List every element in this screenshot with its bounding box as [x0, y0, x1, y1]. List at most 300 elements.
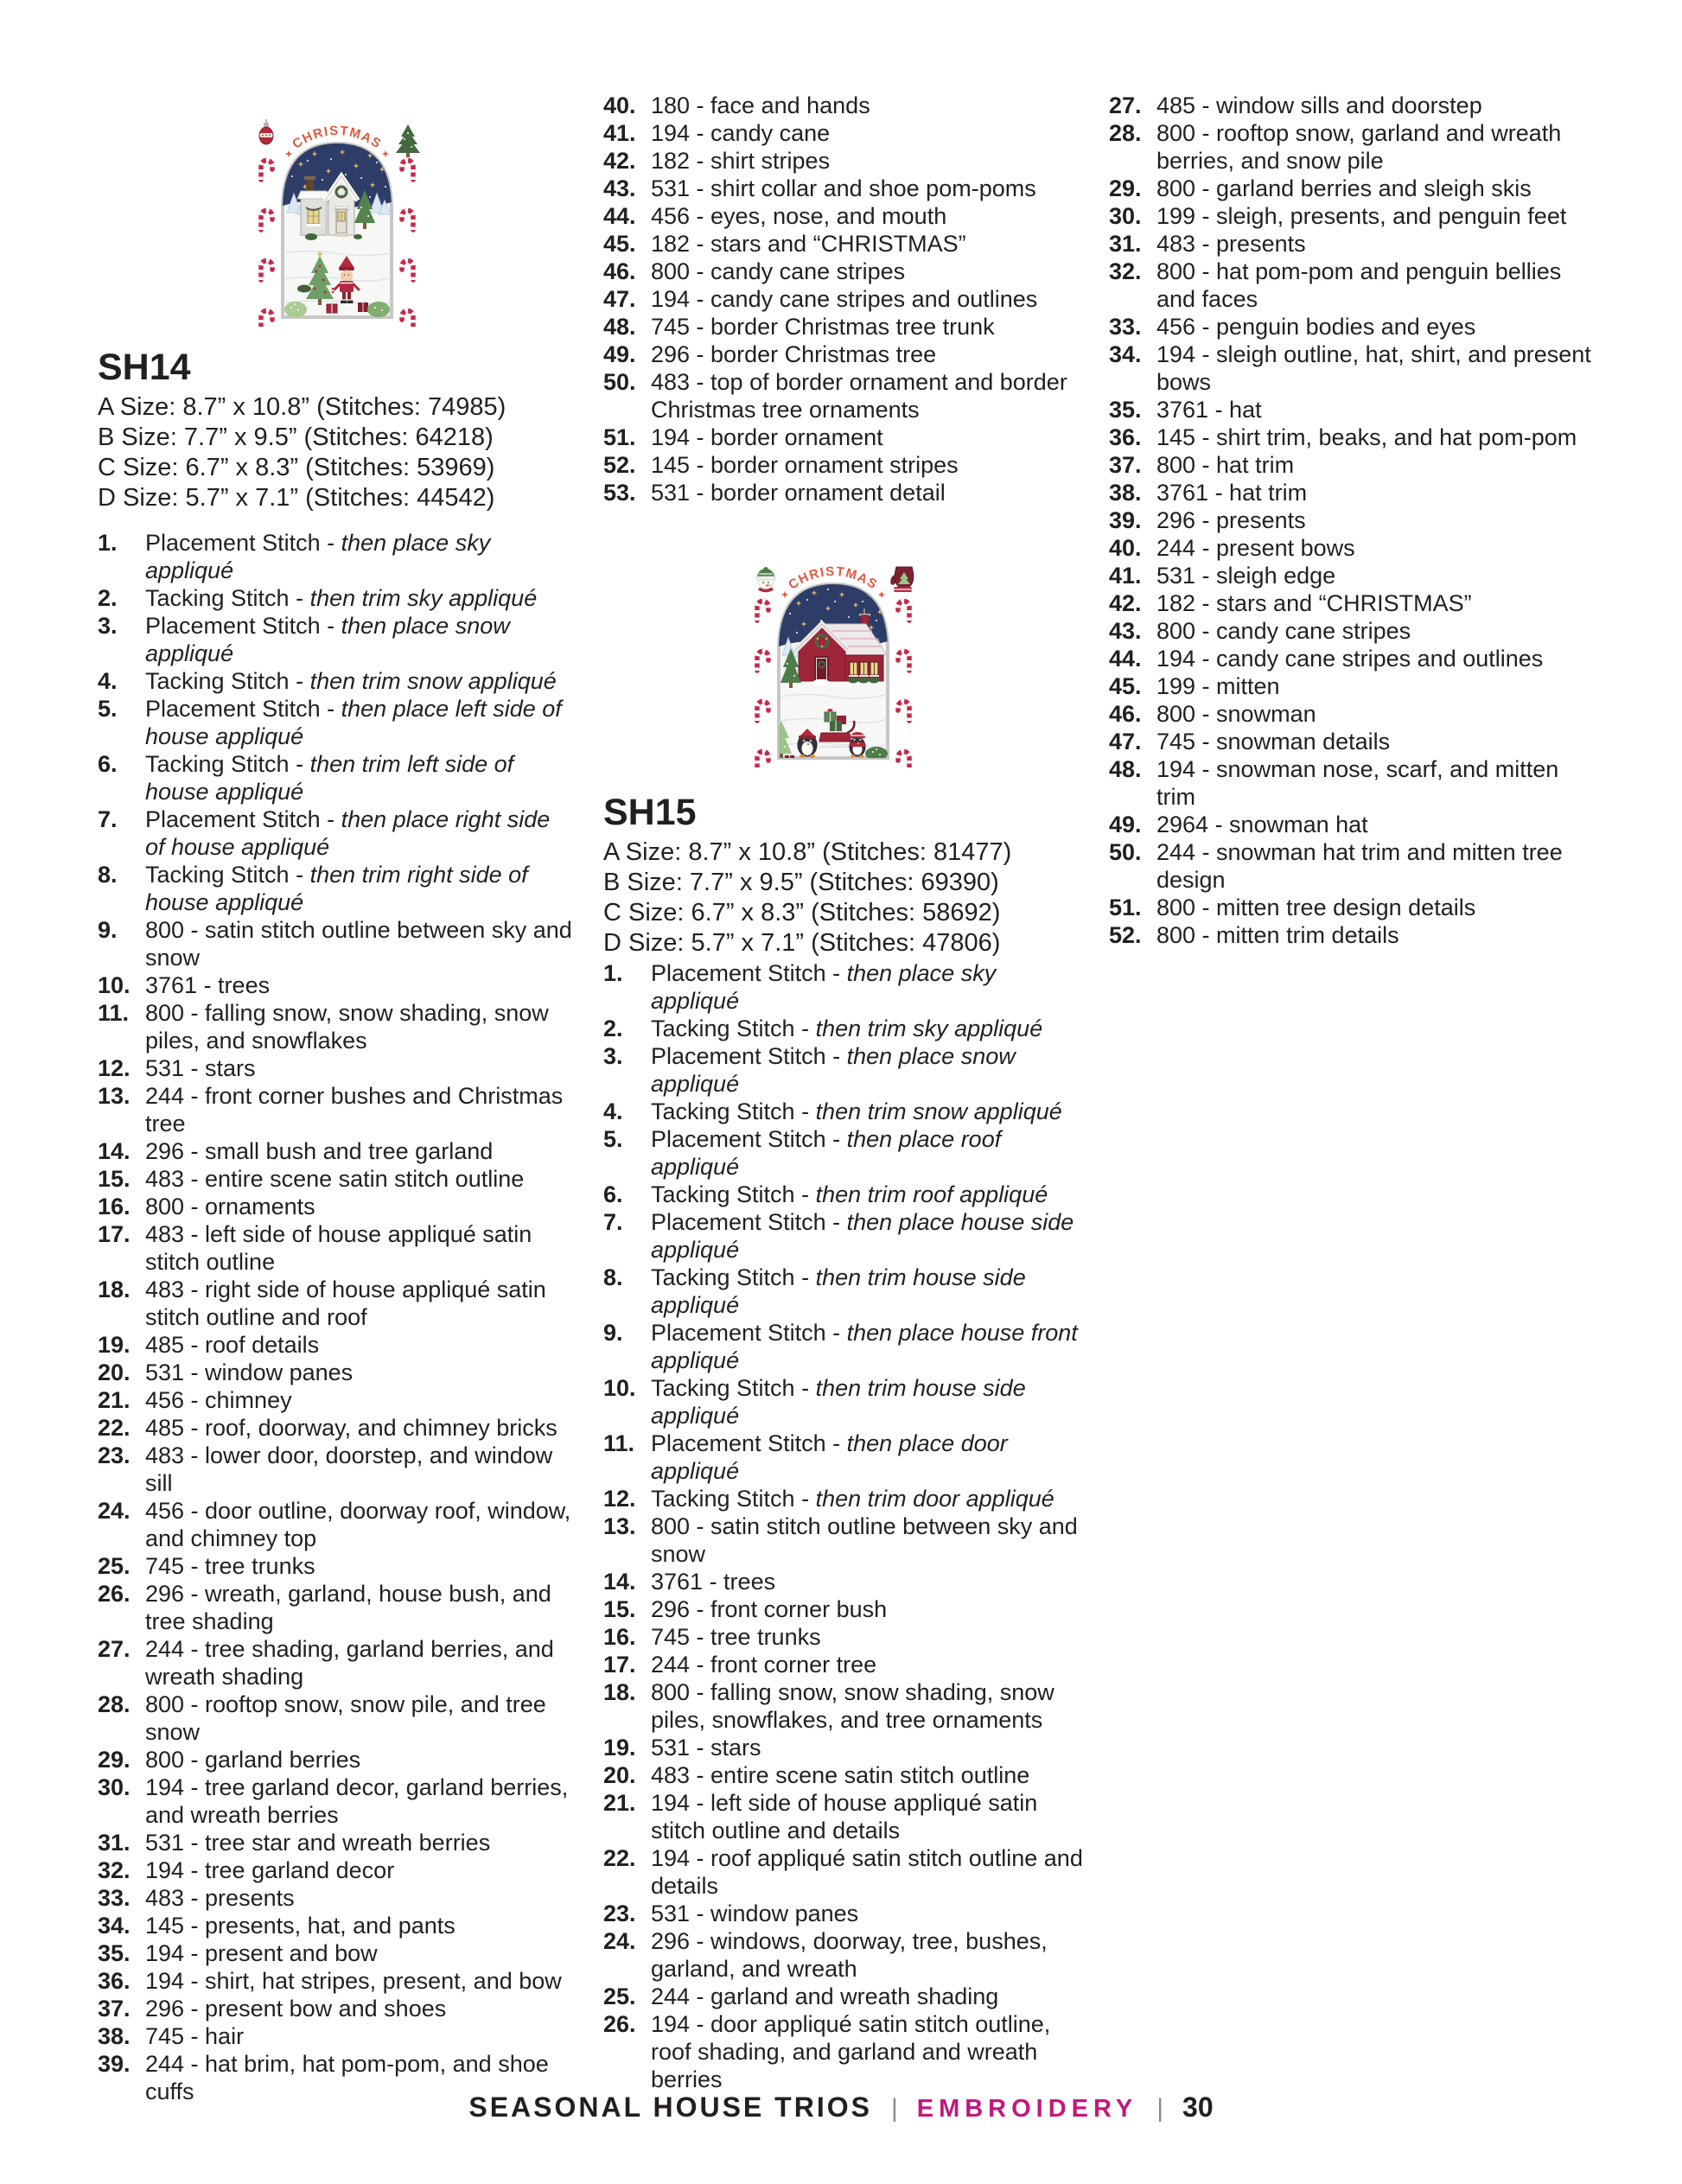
list-item [1109, 589, 1603, 617]
step-number: 40. [603, 92, 636, 118]
footer-title: SEASONAL HOUSE TRIOS [468, 2092, 872, 2123]
list-item [98, 1884, 575, 1912]
step-text: 296 - small bush and tree garland [145, 1138, 494, 1164]
size-line: B Size: 7.7” x 9.5” (Stitches: 64218) [98, 423, 494, 451]
list-item [98, 1967, 575, 1995]
list-item [98, 1912, 575, 1939]
list-item [98, 1691, 575, 1746]
svg-text:CHRISTMAS: CHRISTMAS [786, 564, 881, 593]
step-text: 145 - shirt trim, beaks, and hat pom-pom [1156, 424, 1577, 450]
list-item [603, 2010, 1087, 2093]
step-text-italic: then trim sky appliqué [309, 585, 538, 611]
list-item [603, 1623, 1087, 1651]
step-text: 194 - candy cane stripes and outlines [651, 286, 1038, 312]
step-number: 2. [603, 1016, 623, 1041]
step-text: 194 - candy cane stripes and outlines [1156, 646, 1544, 672]
step-text: 3761 - trees [651, 1569, 776, 1595]
step-number: 45. [603, 231, 636, 257]
step-text: Placement Stitch - then place right side of house appliqué [145, 806, 551, 860]
list-item [603, 1264, 1087, 1319]
candy-cane-border-right [898, 602, 909, 768]
step-text: 194 - border ornament [651, 424, 883, 450]
step-number: 49. [1109, 812, 1142, 837]
list-item [1109, 506, 1603, 534]
list-item [603, 1678, 1087, 1734]
list-item [603, 147, 1087, 175]
step-text: 800 - candy cane stripes [651, 258, 906, 284]
list-item [1109, 119, 1603, 175]
list-item [603, 1651, 1087, 1678]
step-number: 15. [603, 1596, 636, 1622]
step-text: Placement Stitch - then place door appliqué [651, 1430, 1008, 1484]
step-text: 199 - sleigh, presents, and penguin feet [1156, 203, 1567, 229]
step-text: Tacking Stitch - then trim house side appliqué [651, 1264, 1026, 1318]
list-item [603, 1125, 1087, 1181]
step-text: 531 - stars [145, 1055, 256, 1081]
list-item [603, 1512, 1087, 1568]
list-item [1109, 479, 1603, 506]
list-item [98, 1939, 575, 1967]
step-text: 194 - tree garland decor, garland berries, and wreath berries [145, 1774, 569, 1828]
list-item [98, 861, 575, 916]
sh14-step-list [98, 529, 575, 2105]
step-number: 14. [603, 1569, 636, 1595]
snowman-icon [756, 567, 775, 591]
step-text: 800 - rooftop snow, snow pile, and tree snow [145, 1691, 546, 1745]
list-item [603, 1983, 1087, 2010]
step-text: 199 - mitten [1156, 673, 1280, 699]
list-item [98, 750, 575, 805]
step-number: 38. [1109, 480, 1142, 506]
step-text-italic: then place snow appliqué [145, 613, 510, 666]
step-text: 800 - satin stitch outline between sky and snow [651, 1513, 1078, 1567]
list-item [98, 612, 575, 667]
step-number: 28. [98, 1691, 131, 1717]
step-number: 23. [603, 1901, 636, 1926]
step-text: 485 - window sills and doorstep [1156, 92, 1482, 118]
list-item [1109, 313, 1603, 341]
step-text-italic: then trim house side appliqué [651, 1264, 1026, 1318]
step-number: 7. [98, 806, 118, 832]
step-text: 745 - border Christmas tree trunk [651, 314, 995, 340]
step-number: 8. [603, 1264, 623, 1290]
step-number: 45. [1109, 673, 1142, 699]
step-number: 20. [98, 1359, 131, 1385]
step-number: 48. [603, 314, 636, 340]
sh14-section [98, 346, 582, 513]
list-item [603, 451, 1087, 479]
candy-cane-border-left [261, 161, 272, 328]
step-number: 39. [1109, 507, 1142, 533]
step-text: Tacking Stitch - then trim door appliqué [651, 1486, 1054, 1512]
step-text: 3761 - hat trim [1156, 480, 1308, 506]
list-item [98, 1193, 575, 1220]
step-number: 52. [1109, 922, 1142, 948]
step-text: Tacking Stitch - then trim right side of house appliqué [145, 862, 528, 915]
step-text: 194 - door appliqué satin stitch outline, roof shading, and garland and wreath berries [651, 2011, 1051, 2092]
list-item [1109, 175, 1603, 202]
step-number: 35. [1109, 397, 1142, 423]
step-number: 50. [1109, 839, 1142, 865]
step-text: Tacking Stitch - then trim left side of house appliqué [145, 751, 514, 805]
step-text: 800 - hat trim [1156, 452, 1295, 478]
step-number: 44. [603, 203, 636, 229]
step-text: 800 - satin stitch outline between sky and snow [145, 917, 572, 971]
step-number: 41. [603, 120, 636, 146]
list-item [603, 1181, 1087, 1208]
sh14-embroidery-graphic [249, 111, 426, 327]
step-number: 18. [603, 1679, 636, 1705]
step-text: Placement Stitch - then place snow appliqué [651, 1043, 1016, 1097]
step-text: Placement Stitch - then place sky appliqué [145, 530, 491, 583]
step-text: 745 - tree trunks [651, 1624, 821, 1650]
list-item [603, 313, 1087, 341]
step-text: 531 - tree star and wreath berries [145, 1830, 491, 1856]
sh14-title: SH14 [98, 347, 191, 388]
step-text: Placement Stitch - then place roof appliqué [651, 1126, 1002, 1180]
size-line: B Size: 7.7” x 9.5” (Stitches: 69390) [603, 869, 999, 896]
list-item [1109, 672, 1603, 700]
list-item [98, 1054, 575, 1082]
step-text: 296 - windows, doorway, tree, bushes, garland, and wreath [651, 1928, 1048, 1982]
step-number: 4. [603, 1098, 623, 1124]
step-text: Placement Stitch - then place snow appliqué [145, 613, 510, 666]
list-item [98, 584, 575, 612]
step-text: 296 - border Christmas tree [651, 341, 937, 367]
step-number: 51. [1109, 895, 1142, 920]
step-number: 3. [603, 1043, 623, 1069]
step-text: 483 - right side of house appliqué satin stitch outline and roof [145, 1277, 546, 1330]
step-text-italic: then place left side of house appliqué [145, 696, 562, 749]
list-item [98, 1386, 575, 1414]
step-number: 17. [98, 1221, 131, 1247]
step-number: 26. [98, 1581, 131, 1607]
page-footer [0, 2092, 1682, 2124]
list-item [1109, 423, 1603, 451]
step-number: 46. [1109, 701, 1142, 727]
step-text: 483 - top of border ornament and border Christmas tree ornaments [651, 369, 1067, 423]
list-item [98, 2022, 575, 2050]
step-number: 44. [1109, 646, 1142, 672]
list-item [98, 667, 575, 695]
step-number: 53. [603, 480, 636, 506]
step-number: 47. [603, 286, 636, 312]
step-number: 43. [1109, 618, 1142, 644]
step-number: 30. [1109, 203, 1142, 229]
step-text: 531 - shirt collar and shoe pom-poms [651, 175, 1036, 201]
list-item [603, 1015, 1087, 1042]
list-item [98, 1442, 575, 1497]
list-item [1109, 921, 1603, 949]
step-text: 244 - garland and wreath shading [651, 1983, 999, 2009]
step-number: 15. [98, 1166, 131, 1192]
step-text: 745 - snowman details [1156, 729, 1391, 755]
step-text: 145 - presents, hat, and pants [145, 1913, 456, 1939]
step-text: 194 - sleigh outline, hat, shirt, and present bows [1156, 341, 1591, 395]
step-number: 9. [603, 1320, 623, 1346]
step-text: 483 - presents [145, 1885, 295, 1911]
list-item [98, 1276, 575, 1331]
step-number: 13. [603, 1513, 636, 1539]
list-item [98, 1165, 575, 1193]
sh15-step-list-continued [1109, 92, 1603, 949]
list-item [98, 805, 575, 861]
step-number: 49. [603, 341, 636, 367]
step-number: 52. [603, 452, 636, 478]
step-number: 35. [98, 1940, 131, 1966]
list-item [603, 1098, 1087, 1125]
step-number: 5. [603, 1126, 623, 1152]
candy-cane-border-right [402, 161, 413, 328]
step-number: 22. [98, 1415, 131, 1441]
list-item [603, 479, 1087, 506]
step-number: 40. [1109, 535, 1142, 561]
list-item [98, 1414, 575, 1442]
step-text: 145 - border ornament stripes [651, 452, 959, 478]
step-number: 8. [98, 862, 118, 888]
step-text: Placement Stitch - then place sky appliqué [651, 960, 997, 1014]
step-text: Tacking Stitch - then trim sky appliqué [651, 1016, 1043, 1041]
list-item [98, 1497, 575, 1552]
list-item [1109, 92, 1603, 119]
list-item [98, 1995, 575, 2022]
step-text: 483 - left side of house appliqué satin stitch outline [145, 1221, 532, 1275]
step-text: 483 - entire scene satin stitch outline [145, 1166, 525, 1192]
step-text: 194 - shirt, hat stripes, present, and bow [145, 1968, 562, 1994]
list-item [1109, 755, 1603, 811]
step-number: 5. [98, 696, 118, 722]
step-text: 531 - border ornament detail [651, 480, 946, 506]
sh15-step-list [603, 959, 1087, 2093]
step-number: 17. [603, 1652, 636, 1678]
list-item [603, 1429, 1087, 1485]
sh15-title: SH15 [603, 792, 697, 833]
list-item [603, 1042, 1087, 1098]
list-item [603, 230, 1087, 258]
step-text: 745 - hair [145, 2023, 245, 2049]
footer-page-number: 30 [1182, 2092, 1214, 2123]
step-text: Placement Stitch - then place house side appliqué [651, 1209, 1074, 1263]
step-number: 16. [603, 1624, 636, 1650]
list-item [603, 1208, 1087, 1264]
step-text-italic: then place house front appliqué [651, 1320, 1078, 1373]
step-text: 800 - mitten tree design details [1156, 895, 1476, 920]
sh15-section [603, 791, 1087, 958]
step-number: 2. [98, 585, 118, 611]
list-item [1109, 728, 1603, 755]
step-text-italic: then trim right side of house appliqué [145, 862, 528, 915]
step-number: 51. [603, 424, 636, 450]
list-item [1109, 811, 1603, 838]
list-item [98, 1773, 575, 1829]
step-text-italic: then trim house side appliqué [651, 1375, 1026, 1429]
step-number: 9. [98, 917, 118, 943]
step-number: 31. [1109, 231, 1142, 257]
step-number: 41. [1109, 563, 1142, 589]
step-text: 531 - window panes [651, 1901, 859, 1926]
step-number: 21. [98, 1387, 131, 1413]
list-item [98, 1220, 575, 1276]
step-text-italic: then place sky appliqué [145, 530, 491, 583]
list-item [603, 1761, 1087, 1789]
step-text: Tacking Stitch - then trim snow appliqué [651, 1098, 1062, 1124]
step-text: 296 - present bow and shoes [145, 1996, 447, 2022]
step-number: 47. [1109, 729, 1142, 755]
list-item [1109, 700, 1603, 728]
step-text: 3761 - hat [1156, 397, 1262, 423]
list-item [603, 92, 1087, 119]
step-number: 22. [603, 1845, 636, 1871]
step-number: 12. [603, 1486, 636, 1512]
step-text: 3761 - trees [145, 972, 271, 998]
step-number: 27. [98, 1636, 131, 1662]
footer-section-label: EMBROIDERY [916, 2095, 1138, 2123]
step-number: 18. [98, 1277, 131, 1302]
list-item [98, 695, 575, 750]
sh15-design-image [745, 551, 922, 767]
size-line: D Size: 5.7” x 7.1” (Stitches: 47806) [603, 929, 1001, 957]
step-number: 24. [603, 1928, 636, 1954]
step-text: Placement Stitch - then place house front appliqué [651, 1320, 1078, 1373]
step-text: 194 - snowman nose, scarf, and mitten trim [1156, 756, 1559, 810]
step-text: 485 - roof, doorway, and chimney bricks [145, 1415, 557, 1441]
list-item [603, 1844, 1087, 1900]
sh15-embroidery-graphic [745, 551, 922, 767]
sh14-size-list [98, 392, 582, 513]
step-number: 21. [603, 1790, 636, 1816]
list-item [1109, 202, 1603, 230]
step-text: 182 - shirt stripes [651, 148, 831, 174]
step-number: 29. [1109, 175, 1142, 201]
step-number: 1. [603, 960, 623, 986]
step-number: 11. [98, 1000, 130, 1026]
step-number: 19. [98, 1332, 131, 1358]
step-number: 23. [98, 1442, 131, 1468]
sh14-step-list-continued [603, 92, 1087, 506]
list-item [603, 119, 1087, 147]
step-text: 2964 - snowman hat [1156, 812, 1368, 837]
step-text: 800 - ornaments [145, 1194, 315, 1219]
step-text: 483 - presents [1156, 231, 1306, 257]
list-item [1109, 534, 1603, 562]
list-item [1109, 894, 1603, 921]
step-text: 244 - hat brim, hat pom-pom, and shoe cuffs [145, 2051, 549, 2104]
size-line: C Size: 6.7” x 8.3” (Stitches: 58692) [603, 899, 1001, 926]
list-item [98, 1331, 575, 1359]
step-number: 33. [1109, 314, 1142, 340]
step-number: 11. [603, 1430, 635, 1456]
step-text-italic: then place sky appliqué [651, 960, 997, 1014]
list-item [98, 1856, 575, 1884]
step-number: 4. [98, 668, 118, 694]
step-text-italic: then trim sky appliqué [815, 1016, 1043, 1041]
step-number: 27. [1109, 92, 1142, 118]
step-text: 800 - falling snow, snow shading, snow piles, and snowflakes [145, 1000, 549, 1054]
step-number: 30. [98, 1774, 131, 1800]
step-text-italic: then place door appliqué [651, 1430, 1008, 1484]
step-text: 456 - door outline, doorway roof, window, and chimney top [145, 1498, 571, 1551]
step-number: 14. [98, 1138, 131, 1164]
list-item [603, 959, 1087, 1015]
list-item [603, 1900, 1087, 1927]
step-text: 456 - chimney [145, 1387, 292, 1413]
list-item [1109, 838, 1603, 894]
step-text: 800 - garland berries [145, 1747, 361, 1773]
step-text-italic: then trim snow appliqué [815, 1098, 1062, 1124]
step-text: Placement Stitch - then place left side of house appliqué [145, 696, 562, 749]
step-text: 531 - stars [651, 1735, 761, 1761]
sh14-design-image [249, 111, 426, 327]
step-number: 24. [98, 1498, 131, 1524]
step-number: 26. [603, 2011, 636, 2037]
step-number: 48. [1109, 756, 1142, 782]
step-text: Tacking Stitch - then trim house side appliqué [651, 1375, 1026, 1429]
step-number: 32. [1109, 258, 1142, 284]
step-number: 50. [603, 369, 636, 395]
svg-text:CHRISTMAS: CHRISTMAS [290, 123, 385, 152]
step-text: Tacking Stitch - then trim roof appliqué [651, 1181, 1048, 1207]
list-item [1109, 230, 1603, 258]
list-item [98, 1082, 575, 1137]
footer-separator: | [890, 2094, 898, 2123]
step-number: 36. [1109, 424, 1142, 450]
list-item [603, 1485, 1087, 1512]
step-number: 37. [1109, 452, 1142, 478]
step-text: 485 - roof details [145, 1332, 320, 1358]
step-number: 1. [98, 530, 118, 556]
list-item [98, 971, 575, 999]
size-line: D Size: 5.7” x 7.1” (Stitches: 44542) [98, 484, 495, 512]
step-number: 6. [603, 1181, 623, 1207]
list-item [98, 1359, 575, 1386]
step-number: 33. [98, 1885, 131, 1911]
step-text: 456 - eyes, nose, and mouth [651, 203, 947, 229]
step-text-italic: then place roof appliqué [651, 1126, 1002, 1180]
step-number: 37. [98, 1996, 131, 2022]
step-number: 10. [603, 1375, 636, 1401]
list-item [603, 1595, 1087, 1623]
ornament-icon [259, 119, 273, 144]
step-text: 194 - present and bow [145, 1940, 378, 1966]
step-text: 531 - sleigh edge [1156, 563, 1336, 589]
step-text: 483 - entire scene satin stitch outline [651, 1762, 1030, 1788]
step-number: 38. [98, 2023, 131, 2049]
list-item [603, 1927, 1087, 1983]
list-item [1109, 258, 1603, 313]
step-number: 36. [98, 1968, 131, 1994]
step-number: 12. [98, 1055, 131, 1081]
list-item [98, 1829, 575, 1856]
step-number: 34. [1109, 341, 1142, 367]
step-text: 531 - window panes [145, 1359, 354, 1385]
step-text-italic: then trim snow appliqué [309, 668, 557, 694]
step-text: 800 - rooftop snow, garland and wreath berries, and snow pile [1156, 120, 1562, 174]
size-line: C Size: 6.7” x 8.3” (Stitches: 53969) [98, 454, 495, 481]
list-item [98, 1635, 575, 1691]
step-text: 194 - candy cane [651, 120, 831, 146]
step-number: 25. [603, 1983, 636, 2009]
candy-cane-border-left [757, 602, 768, 768]
step-text: 180 - face and hands [651, 92, 870, 118]
step-text: Tacking Stitch - then trim sky appliqué [145, 585, 538, 611]
step-number: 46. [603, 258, 636, 284]
step-number: 34. [98, 1913, 131, 1939]
corner-tree-icon [396, 124, 420, 157]
step-number: 42. [1109, 590, 1142, 616]
step-text: 244 - tree shading, garland berries, and wreath shading [145, 1636, 554, 1690]
step-number: 10. [98, 972, 131, 998]
step-text: 456 - penguin bodies and eyes [1156, 314, 1476, 340]
